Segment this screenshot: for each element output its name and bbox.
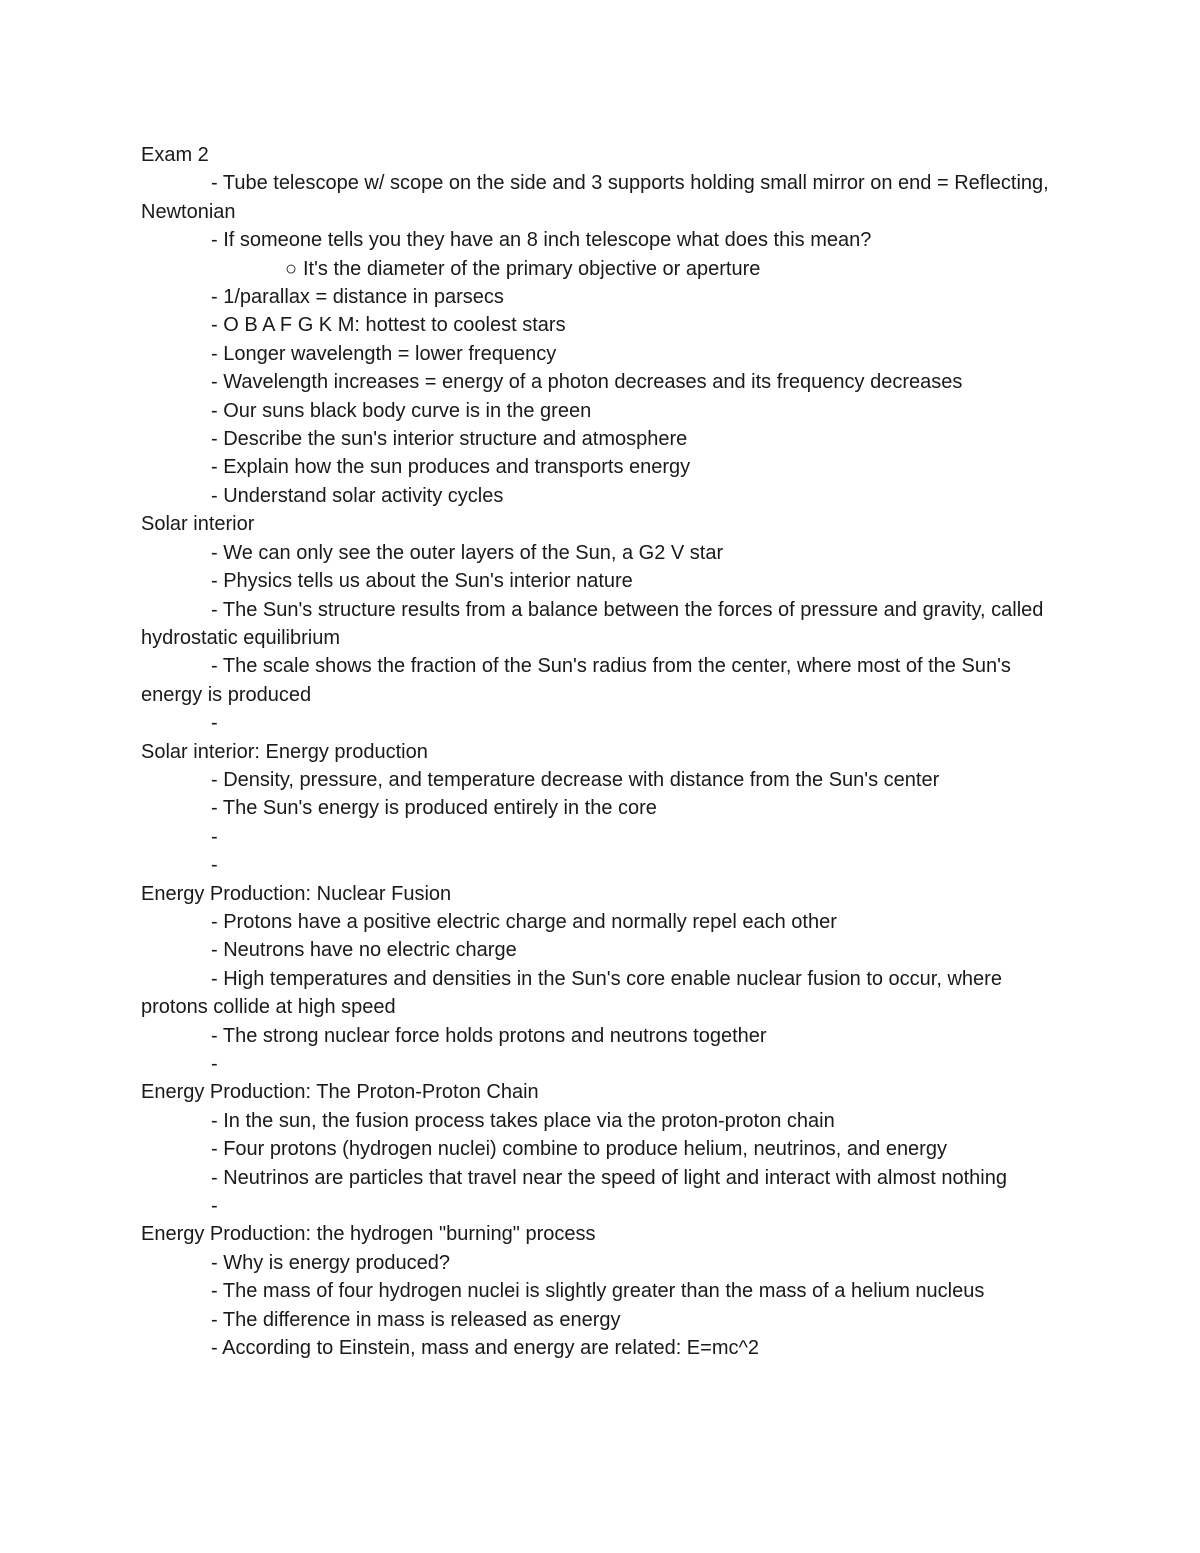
list-item: - Four protons (hydrogen nuclei) combine to produce helium, neutrinos, and energy <box>211 1138 947 1161</box>
list-item: - The mass of four hydrogen nuclei is slightly greater than the mass of a helium nucleus <box>211 1280 985 1303</box>
sub-list-item <box>141 255 1061 283</box>
sub-list-item-text: It's the diameter of the primary objective or aperture <box>303 257 761 280</box>
list-item: - High temperatures and densities in the Sun's core enable nuclear fusion to occur, where protons collide at high speed <box>141 967 1002 1019</box>
list-item: - Tube telescope w/ scope on the side and 3 supports holding small mirror on end = Reflecting, Newtonian <box>141 172 1049 223</box>
list-item: - The difference in mass is released as energy <box>211 1308 621 1331</box>
list-item: - Understand solar activity cycles <box>211 484 504 507</box>
section-title-hydrogen-burning: Energy Production: the hydrogen "burning" process <box>141 1223 596 1246</box>
list-item: - Longer wavelength = lower frequency <box>211 342 557 365</box>
list-item: - O B A F G K M: hottest to coolest stars <box>211 314 566 337</box>
list-item: - We can only see the outer layers of the Sun, a G2 V star <box>211 541 724 564</box>
list-item: - If someone tells you they have an 8 inch telescope what does this mean? <box>211 229 872 252</box>
list-item: - Wavelength increases = energy of a photon decreases and its frequency decreases <box>211 371 963 394</box>
circle-bullet-icon: ○ <box>285 257 298 280</box>
section-title-proton-chain: Energy Production: The Proton-Proton Chain <box>141 1081 539 1104</box>
list-item: - Neutrons have no electric charge <box>211 939 517 962</box>
list-item: - According to Einstein, mass and energy are related: E=mc^2 <box>211 1337 759 1360</box>
section-title-nuclear-fusion: Energy Production: Nuclear Fusion <box>141 882 452 905</box>
list-item: - Explain how the sun produces and transports energy <box>211 456 691 479</box>
list-item: - <box>211 825 218 848</box>
list-item: - In the sun, the fusion process takes place via the proton-proton chain <box>211 1109 835 1132</box>
list-item: - Physics tells us about the Sun's interior nature <box>211 570 633 593</box>
list-item: - The Sun's energy is produced entirely in the core <box>211 797 657 820</box>
document-body <box>141 141 1061 1362</box>
list-item: - The strong nuclear force holds protons and neutrons together <box>211 1024 767 1047</box>
section-title-energy-production: Solar interior: Energy production <box>141 740 428 763</box>
list-item: - <box>211 712 218 735</box>
list-item: - Protons have a positive electric charge and normally repel each other <box>211 910 837 933</box>
list-item: - <box>211 1195 218 1218</box>
list-item: - 1/parallax = distance in parsecs <box>211 286 504 309</box>
section-title-exam: Exam 2 <box>141 144 209 166</box>
section-title-solar-interior: Solar interior <box>141 513 255 536</box>
list-item: - Our suns black body curve is in the green <box>211 399 592 422</box>
list-item: - The Sun's structure results from a balance between the forces of pressure and gravity, called hydrostatic equilibrium <box>141 598 1044 649</box>
list-item: - Neutrinos are particles that travel near the speed of light and interact with almost nothing <box>211 1166 1007 1189</box>
list-item: - <box>211 854 218 877</box>
list-item: - Density, pressure, and temperature decrease with distance from the Sun's center <box>211 768 940 791</box>
list-item: - Describe the sun's interior structure and atmosphere <box>211 428 688 451</box>
list-item: - Why is energy produced? <box>211 1251 451 1274</box>
list-item: - <box>211 1053 218 1075</box>
list-item: - The scale shows the fraction of the Sun's radius from the center, where most of the Sun's energy is produced <box>141 655 1011 706</box>
